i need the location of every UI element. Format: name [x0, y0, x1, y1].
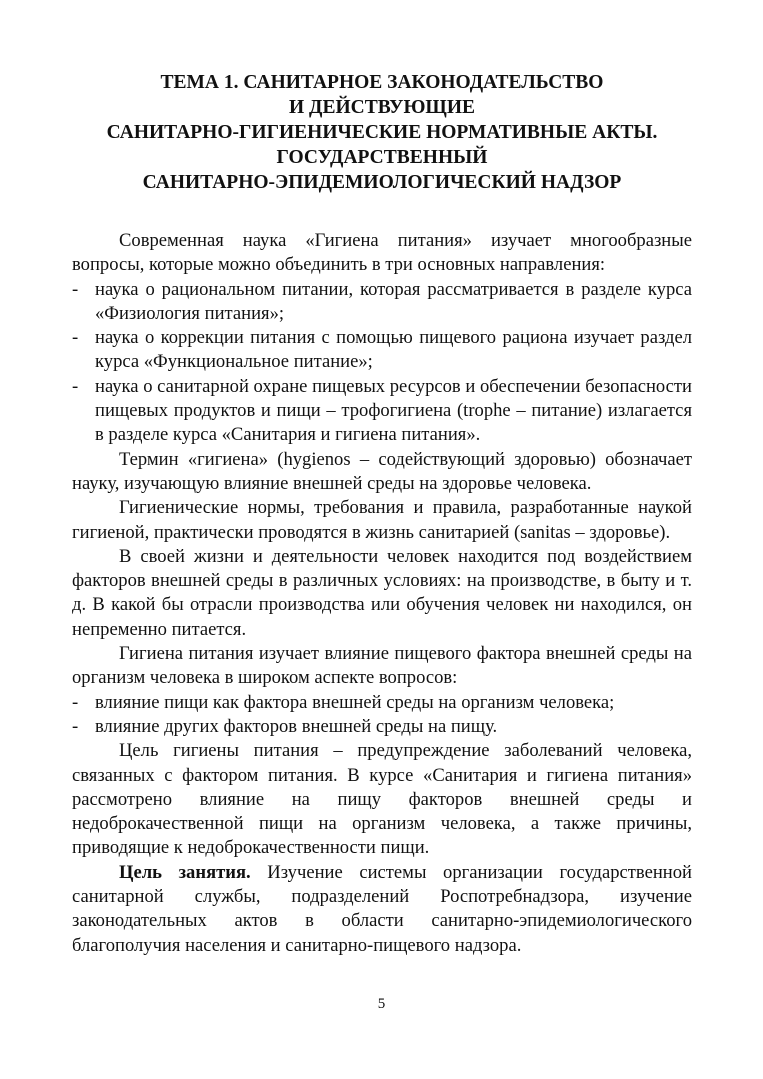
- title-line: ГОСУДАРСТВЕННЫЙ: [276, 147, 488, 168]
- list-item-text: наука о санитарной охране пищевых ресурсов и обеспечении безопасности пищевых продуктов и пищи – трофогигиена (trophe – питание) излагается в разделе курса «Санитария и гигиена питания».: [95, 375, 692, 446]
- list-dash: -: [72, 278, 79, 300]
- list-item-text: наука о рациональном питании, которая рассматривается в разделе курса «Физиология питания»;: [95, 278, 692, 324]
- body-text: [72, 229, 692, 958]
- list-dash: -: [72, 691, 79, 713]
- term-paragraph: Термин «гигиена» (hygienos – содействующий здоровью) обозначает науку, изучающую влияние внешней среды на здоровье человека.: [72, 448, 692, 494]
- study-paragraph: Гигиена питания изучает влияние пищевого фактора внешней среды на организм человека в широком аспекте вопросов:: [72, 643, 692, 689]
- page-number: 5: [377, 996, 386, 1012]
- list-item: [72, 691, 692, 715]
- title-line: И ДЕЙСТВУЮЩИЕ: [288, 97, 475, 118]
- list-dash: -: [72, 327, 79, 349]
- lesson-goal-text: Изучение системы организации государственной санитарной службы, подразделений Роспотребнадзора, изучение законодательных актов в области санитарно-эпидемиологического благополучия населения и санитарно-пищевого надзора.: [72, 861, 692, 956]
- page-title: [72, 70, 692, 195]
- list-item: [72, 326, 692, 375]
- lesson-goal-paragraph: [72, 861, 692, 958]
- title-line: САНИТАРНО-ГИГИЕНИЧЕСКИЕ НОРМАТИВНЫЕ АКТЫ.: [106, 122, 658, 143]
- list-item-text: влияние других факторов внешней среды на пищу.: [95, 715, 498, 737]
- goal-paragraph: Цель гигиены питания – предупреждение заболеваний человека, связанных с фактором питания. В курсе «Санитария и гигиена питания» рассмотрено влияние на пищу факторов внешней среды и недоброкачественной пищи на организм человека, а также причины, приводящие к недоброкачественности пищи.: [72, 740, 692, 859]
- title-line: ТЕМА 1. САНИТАРНОЕ ЗАКОНОДАТЕЛЬСТВО: [160, 72, 604, 93]
- list-dash: -: [72, 715, 79, 737]
- list-item-text: влияние пищи как фактора внешней среды на организм человека;: [95, 691, 615, 713]
- lesson-goal-label: Цель занятия.: [119, 861, 251, 883]
- norms-paragraph: Гигиенические нормы, требования и правила, разработанные наукой гигиеной, практически проводятся в жизнь санитарией (sanitas – здоровье).: [72, 497, 692, 543]
- page: [72, 70, 692, 958]
- list-item-text: наука о коррекции питания с помощью пищевого рациона изучает раздел курса «Функциональное питание»;: [95, 327, 692, 373]
- list-item: [72, 715, 692, 739]
- intro-paragraph: Современная наука «Гигиена питания» изучает многообразные вопросы, которые можно объединить в три основных направления:: [72, 230, 692, 276]
- list-item: [72, 375, 692, 448]
- list-item: [72, 278, 692, 327]
- title-line: САНИТАРНО-ЭПИДЕМИОЛОГИЧЕСКИЙ НАДЗОР: [142, 172, 622, 193]
- life-paragraph: В своей жизни и деятельности человек находится под воздействием факторов внешней среды в различных условиях: на производстве, в быту и т. д. В какой бы отрасли производства или обучения человек ни находился, он непременно питается.: [72, 545, 692, 640]
- list-dash: -: [72, 375, 79, 397]
